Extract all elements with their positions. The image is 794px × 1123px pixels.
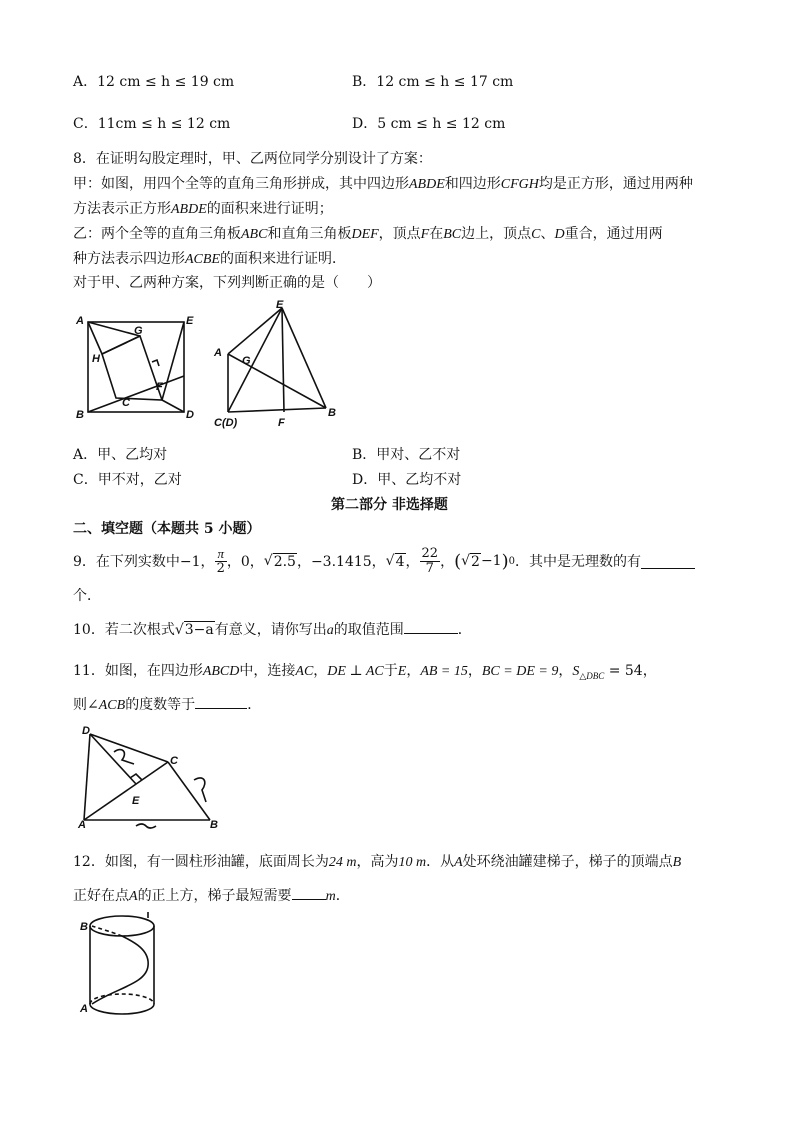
q7-option-d	[352, 113, 505, 133]
q9-line2: 个．	[73, 588, 101, 604]
numerator: 22	[421, 545, 439, 561]
seg-ce	[228, 308, 282, 412]
var: 24 m	[328, 855, 357, 870]
text: 正好在点	[73, 888, 129, 904]
sqrt-sign: √	[385, 553, 395, 569]
text: 的取值范围	[333, 622, 404, 638]
text: 和四边形	[444, 176, 501, 192]
label-CD: C(D)	[214, 417, 238, 429]
var: D	[554, 227, 565, 242]
q8-figure-yi	[210, 298, 350, 432]
q8-line1: 8．在证明勾股定理时，甲、乙两位同学分别设计了方案：	[73, 151, 432, 167]
paren-close: )	[501, 550, 509, 572]
text: 甲：如图，用四个全等的直角三角形拼成，其中四边形	[73, 176, 409, 192]
text: 均是正方形，通过用两种	[538, 176, 693, 192]
answer-blank[interactable]	[404, 619, 458, 634]
subscript: △DBC	[579, 670, 605, 681]
text: −1	[480, 553, 502, 569]
text: 方法表示正方形	[73, 201, 171, 217]
text: 中，连接	[239, 663, 296, 679]
radicand: 4	[395, 553, 405, 570]
paren-open: (	[454, 550, 462, 572]
text: ，	[406, 663, 421, 679]
text: ，	[642, 663, 657, 679]
q8-option-b: B．甲对、乙不对	[352, 447, 461, 463]
label-F: F	[278, 417, 285, 429]
label-F: F	[156, 381, 163, 393]
var: BC	[443, 227, 462, 242]
text: 的面积来进行证明；	[206, 201, 333, 217]
q8-line3	[73, 198, 333, 218]
unit: m	[325, 889, 336, 904]
var: DE ⊥ AC	[327, 664, 384, 679]
text: 10．若二次根式	[73, 622, 175, 638]
q8-line4	[73, 223, 663, 243]
var: BC = DE = 9	[481, 664, 559, 679]
text: 和直角三角板	[267, 226, 352, 242]
text: 重合，通过用两	[564, 226, 663, 242]
var: ABCD	[202, 664, 240, 679]
label-B: B	[210, 819, 218, 831]
text: 于	[383, 663, 398, 679]
numerator: π	[215, 547, 227, 562]
text: 的面积来进行证明．	[220, 251, 346, 267]
q8-line2	[73, 173, 693, 193]
text: 乙：两个全等的直角三角板	[73, 226, 241, 242]
label-A: A	[80, 1003, 88, 1015]
option-text: 11cm ≤ h ≤ 12 cm	[97, 116, 231, 132]
text: = 54	[604, 663, 643, 679]
text: ．	[247, 697, 262, 713]
var: 10 m	[398, 855, 427, 870]
text: 11．如图，在四边形	[73, 663, 203, 679]
denominator: 7	[425, 560, 434, 576]
var: ABDE	[409, 177, 445, 192]
var: F	[420, 227, 430, 242]
seg-ef	[162, 322, 184, 400]
seg-ac	[84, 762, 168, 820]
seg-eb	[282, 308, 326, 408]
handwritten-mark	[194, 778, 206, 802]
part-title: 第二部分 非选择题	[331, 497, 448, 513]
text: 的度数等于	[125, 697, 196, 713]
fraction-22-7	[420, 547, 441, 576]
bottom-front-arc	[90, 1004, 154, 1014]
q8-option-a: A．甲、乙均对	[73, 447, 168, 463]
option-label: C．	[73, 116, 98, 132]
q8-line6: 对于甲、乙两种方案，下列判断正确的是（ ）	[73, 275, 381, 291]
q7-option-a	[73, 71, 234, 91]
text: ，	[313, 663, 328, 679]
option-text: 5 cm ≤ h ≤ 12 cm	[377, 116, 506, 132]
top-ellipse	[90, 916, 154, 936]
text: ．	[457, 622, 472, 638]
q7-option-b	[352, 71, 513, 91]
var: A	[454, 855, 463, 870]
var: ABC	[241, 227, 268, 242]
label-E: E	[186, 315, 194, 327]
q8-figure-jia	[72, 310, 202, 420]
radicand: 2	[471, 553, 480, 570]
label-A: A	[78, 819, 86, 831]
q8-option-c: C．甲不对，乙对	[73, 472, 182, 488]
text: 种方法表示四边形	[73, 251, 185, 267]
label-B: B	[328, 407, 336, 419]
seg-da	[84, 734, 90, 820]
ladder-path	[92, 936, 148, 1004]
handwritten-mark	[114, 750, 134, 764]
q10-line	[73, 619, 472, 639]
text: 边上，顶点	[461, 226, 532, 242]
seg-cb	[168, 762, 210, 820]
fraction-pi	[215, 547, 227, 576]
text: ，0，	[226, 554, 264, 570]
var: CFGH	[500, 177, 539, 192]
exponent: 0	[508, 555, 515, 567]
answer-blank[interactable]	[292, 885, 326, 900]
text: 有意义，请你写出	[214, 622, 327, 638]
var: C	[531, 227, 541, 242]
var: ABDE	[171, 202, 207, 217]
label-H: H	[92, 353, 100, 365]
var: A	[129, 889, 138, 904]
text: ．其中是无理数的有	[514, 554, 641, 570]
sqrt-sign: √	[461, 553, 471, 569]
sqrt-sign: √	[263, 553, 273, 569]
q9-line1	[73, 542, 695, 580]
q11-line2	[73, 694, 261, 714]
q11-line1	[73, 660, 657, 682]
right-angle-mark	[152, 360, 159, 366]
q8-option-d: D．甲、乙均不对	[352, 472, 462, 488]
text: ．从	[426, 854, 455, 870]
label-C: C	[170, 755, 178, 767]
q12-line1	[73, 851, 681, 871]
text: ，顶点	[378, 226, 421, 242]
text: −1，	[179, 554, 215, 570]
var: DEF	[351, 227, 379, 242]
seg-ae	[228, 308, 282, 354]
q12-line2	[73, 885, 350, 905]
text: ，−3.1415，	[296, 554, 386, 570]
var: B	[672, 855, 682, 870]
seg-ag	[88, 322, 140, 336]
label-A: A	[76, 315, 84, 327]
var: AC	[295, 664, 314, 679]
seg-ef	[282, 308, 284, 412]
option-text: 12 cm ≤ h ≤ 17 cm	[376, 74, 514, 90]
option-label: B．	[352, 74, 377, 90]
var: E	[397, 664, 407, 679]
denominator: 2	[216, 560, 225, 576]
text: ，	[558, 663, 573, 679]
label-G: G	[242, 355, 251, 367]
q12-figure-cylinder	[76, 908, 166, 1026]
text: 在	[429, 226, 444, 242]
handwritten-mark	[136, 824, 156, 828]
radicand: 2.5	[273, 553, 296, 570]
sqrt-sign: √	[174, 622, 184, 638]
radicand: 3−a	[184, 622, 214, 638]
label-B: B	[80, 921, 88, 933]
text: 处环绕油罐建梯子，梯子的顶端点	[462, 854, 673, 870]
seg-dc	[90, 734, 168, 762]
text: ，	[405, 554, 420, 570]
seg-cb	[228, 408, 326, 412]
section-title: 二、填空题（本题共 5 小题）	[73, 521, 261, 537]
var: a	[326, 623, 334, 638]
answer-blank[interactable]	[195, 694, 247, 709]
var: AB = 15	[420, 664, 468, 679]
text: 的正上方，梯子最短需要	[137, 888, 292, 904]
label-E: E	[132, 795, 140, 807]
label-D: D	[82, 725, 90, 737]
option-label: D．	[352, 116, 378, 132]
label-A: A	[214, 347, 222, 359]
q7-option-c	[73, 113, 230, 133]
option-text: 12 cm ≤ h ≤ 19 cm	[97, 74, 235, 90]
text: 9．在下列实数中	[73, 554, 180, 570]
var: ACBE	[185, 252, 220, 267]
label-E: E	[276, 299, 284, 311]
var: ACB	[98, 698, 126, 713]
answer-blank[interactable]	[641, 554, 695, 569]
label-D: D	[186, 409, 194, 420]
text: 、	[540, 226, 555, 242]
q11-figure	[74, 722, 234, 832]
label-G: G	[134, 325, 143, 337]
label-B: B	[76, 409, 84, 420]
text: ，	[440, 554, 455, 570]
text: ，	[467, 663, 482, 679]
seg-bc	[88, 376, 184, 412]
label-C: C	[122, 397, 130, 409]
inner-square	[102, 336, 162, 400]
q8-line5	[73, 248, 346, 268]
text: ，高为	[356, 854, 399, 870]
var: S	[572, 664, 580, 679]
option-label: A．	[73, 74, 98, 90]
text: 12．如图，有一圆柱形油罐，底面周长为	[73, 854, 329, 870]
text: ．	[335, 888, 350, 904]
text: 则∠	[73, 697, 99, 713]
